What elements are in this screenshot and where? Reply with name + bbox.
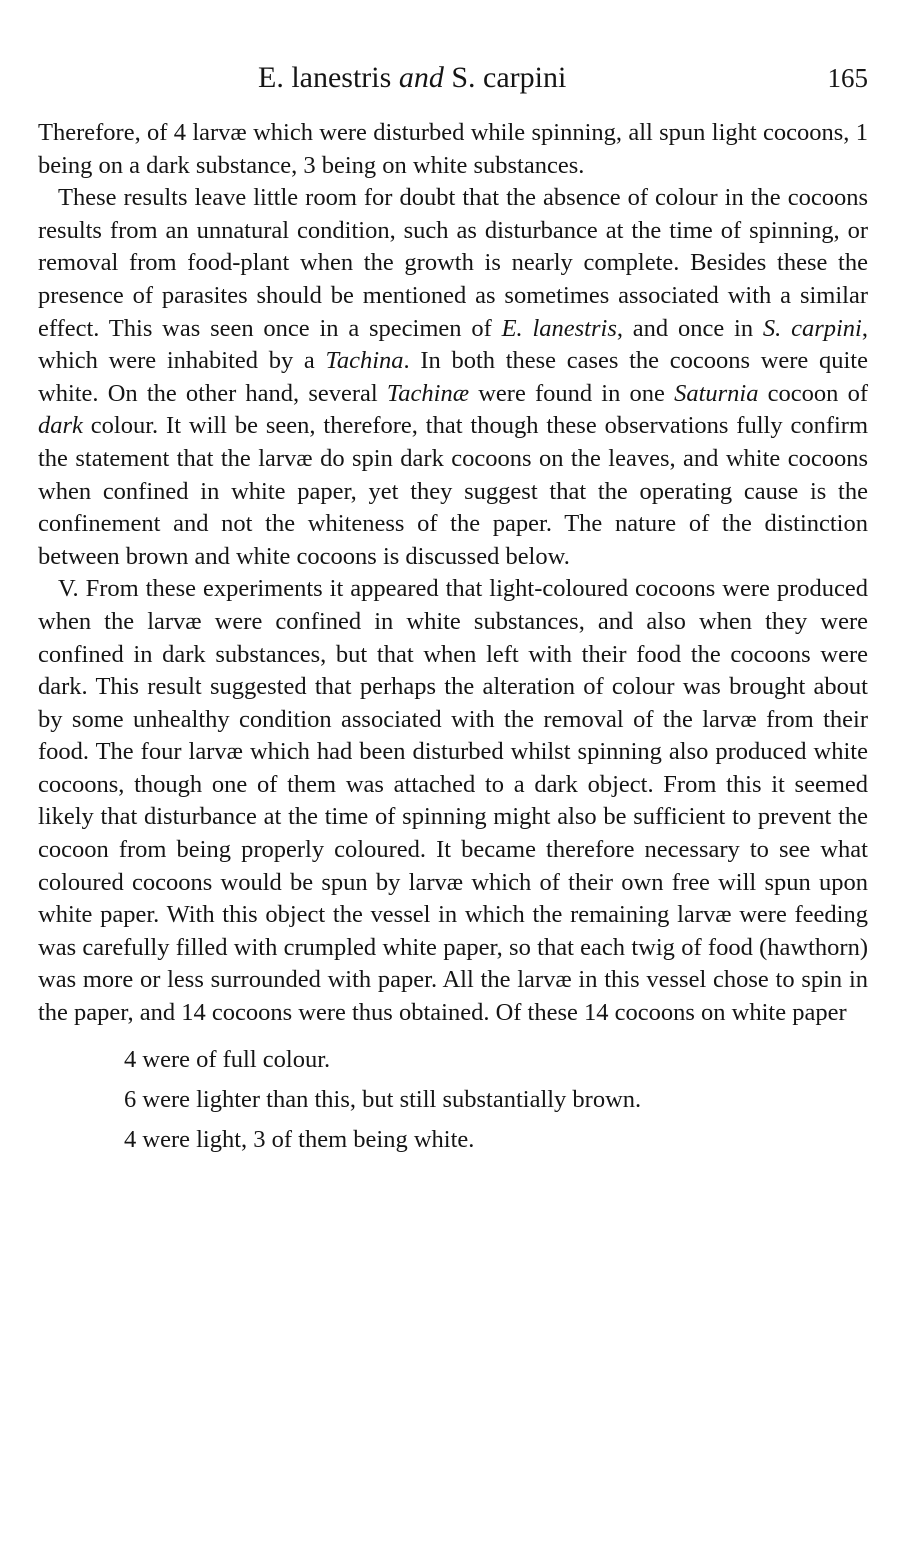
species-name: S. carpini (762, 314, 862, 342)
text-run: , and once in (616, 314, 763, 342)
tally-row: 4 were light, 3 of them being white. (124, 1125, 475, 1153)
tally-row: 6 were lighter than this, but still substantially brown. (124, 1085, 642, 1113)
text-run: cocoon of (758, 379, 868, 407)
paragraph-section-v: V. From these experiments it appeared that light-coloured cocoons were produced when the larvæ were confined in white substances, and also when they were confined in dark substances, but that when left with their food the cocoons were dark. This result suggested that perhaps the alteration of colour was brought about by some unhealthy condition associated with the removal of the larvæ from their food. The four larvæ which had been disturbed whilst spinning also produced white cocoons, though one of them was attached to a dark object. From this it seemed likely that disturbance at the time of spinning might also be sufficient to prevent the cocoon from being properly coloured. It became therefore necessary to see what coloured cocoons would be spun by larvæ which of their own free will spun upon white paper. With this object the vessel in which the remaining larvæ were feeding was carefully filled with crumpled white paper, so that each twig of food (hawthorn) was more or less surrounded with paper. All the larvæ in this vessel chose to spin in the paper, and 14 cocoons were thus obtained. Of these 14 cocoons on white paper (38, 575, 868, 1027)
body-text (38, 117, 868, 1030)
running-title-part2: and (398, 61, 444, 94)
text-run: These results leave little room for doubt that the absence of colour in the cocoons results from an unnatural condition, such as disturbance at the time of spinning, or removal from food-plant when the growth is nearly complete. Besides these the presence of parasites should be mentioned as sometimes associated with a similar effect. This was seen once in a specimen of (38, 184, 868, 342)
book-page (38, 58, 868, 1160)
cocoon-tally-list (38, 1040, 868, 1160)
species-name: E. lanestris (501, 314, 617, 342)
tally-row: 4 were of full colour. (124, 1045, 331, 1073)
paragraph-results (38, 182, 868, 573)
text-run: were found in one (469, 379, 675, 407)
genus-name: Saturnia (674, 379, 759, 407)
running-head (38, 58, 868, 98)
running-title (258, 58, 566, 98)
genus-name: Tachinæ (386, 379, 470, 407)
text-run: . In both these cases the cocoons were quite white. On the other hand, several (38, 347, 868, 407)
running-title-part3: S. carpini (451, 61, 567, 94)
running-title-part1: E. lanestris (258, 61, 392, 94)
page-number: 165 (827, 63, 868, 93)
emphasis: dark (38, 412, 83, 440)
genus-name: Tachina (325, 347, 404, 375)
text-run: colour. It will be seen, therefore, that though these observations fully confirm the statement that the larvæ do spin dark cocoons on the leaves, and white cocoons when confined in white paper, yet they suggest that the operating cause is the confinement and not the whiteness of the paper. The nature of the distinction between brown and white cocoons is discussed below. (38, 412, 868, 570)
text-run: , which were inhabited by a (38, 314, 868, 375)
paragraph-continuation: Therefore, of 4 larvæ which were disturbed while spinning, all spun light cocoons, 1 being on a dark substance, 3 being on white substances. (38, 119, 868, 179)
